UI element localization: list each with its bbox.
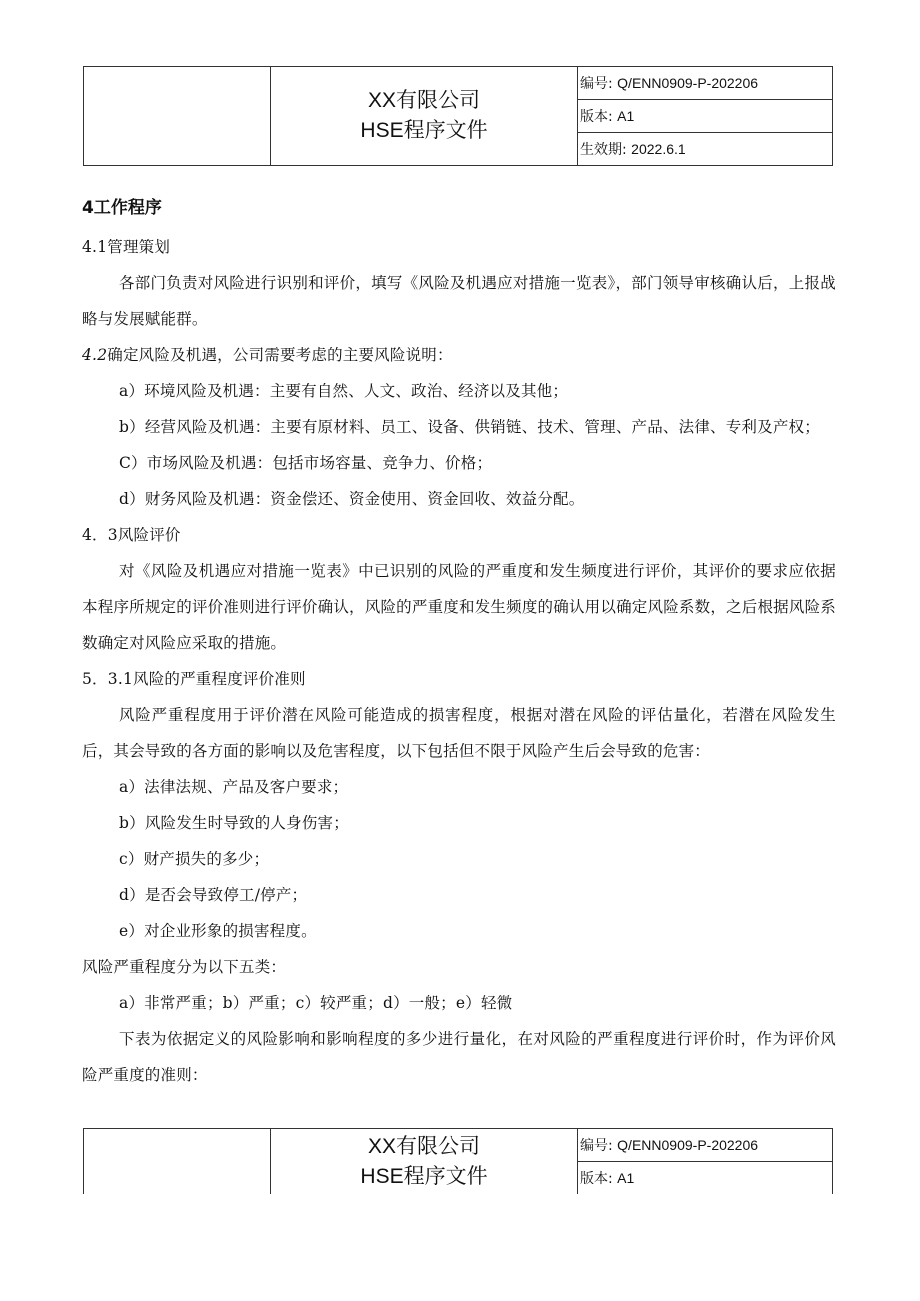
harm-item-a: a）法律法规、产品及客户要求； (119, 778, 349, 796)
document-header-repeat (83, 1128, 833, 1194)
header-title-cell (271, 67, 578, 166)
section-title: 4工作程序 (82, 198, 162, 218)
subsection-4-3-title: 4．3风险评价 (82, 526, 181, 544)
subsection-4-2-number: 4.2 (82, 346, 108, 364)
risk-item-a: a）环境风险及机遇：主要有自然、人文、政治、经济以及其他； (119, 382, 569, 400)
risk-item-c: C）市场风险及机遇：包括市场容量、竞争力、价格； (119, 454, 493, 472)
document-title: HSE程序文件 (360, 119, 488, 142)
document-header (83, 66, 833, 166)
harm-item-c: c）财产损失的多少； (119, 850, 270, 868)
document-number-repeat: 编号: Q/ENN0909-P-202206 (578, 1129, 833, 1162)
document-version: 版本: A1 (578, 100, 833, 133)
harm-item-e: e）对企业形象的损害程度。 (119, 922, 317, 940)
subsection-5-3-1-text: 风险严重程度用于评价潜在风险可能造成的损害程度，根据对潜在风险的评估量化，若潜在风险发生后，其会导致的各方面的影响以及危害程度，以下包括但不限于风险产生后会导致的危害： (82, 706, 836, 760)
document-body (82, 193, 836, 1093)
subsection-4-1-text: 各部门负责对风险进行识别和评价，填写《风险及机遇应对措施一览表》，部门领导审核确认后，上报战略与发展赋能群。 (82, 274, 836, 328)
subsection-4-1-title: 4.1管理策划 (82, 238, 171, 256)
subsection-4-2 (82, 337, 836, 373)
subsection-4-3-text: 对《风险及机遇应对措施一览表》中已识别的风险的严重度和发生频度进行评价，其评价的要求应依据本程序所规定的评价准则进行评价确认，风险的严重度和发生频度的确认用以确定风险系数，之后根据风险系数确定对风险应采取的措施。 (82, 562, 836, 652)
document-version-repeat: 版本: A1 (578, 1162, 833, 1195)
levels-list: a）非常严重；b）严重；c）较严重；d）一般；e）轻微 (119, 994, 513, 1012)
risk-item-d: d）财务风险及机遇：资金偿还、资金使用、资金回收、效益分配。 (119, 490, 585, 508)
subsection-4-2-text: 确定风险及机遇，公司需要考虑的主要风险说明： (107, 346, 453, 364)
company-name-repeat: XX有限公司 (367, 1134, 480, 1158)
company-name: XX有限公司 (367, 89, 480, 112)
harm-item-b: b）风险发生时导致的人身伤害； (119, 814, 349, 832)
logo-cell-repeat (84, 1129, 271, 1195)
table-intro: 下表为依据定义的风险影响和影响程度的多少进行量化，在对风险的严重程度进行评价时，作为评价风险严重度的准则： (82, 1030, 836, 1084)
subsection-5-3-1-title: 5．3.1风险的严重程度评价准则 (82, 670, 306, 688)
document-title-repeat: HSE程序文件 (360, 1164, 488, 1188)
logo-cell (84, 67, 271, 166)
risk-item-b: b）经营风险及机遇：主要有原材料、员工、设备、供销链、技术、管理、产品、法律、专利及产权； (119, 418, 820, 436)
header-title-cell-repeat (271, 1129, 578, 1195)
harm-item-d: d）是否会导致停工/停产； (119, 886, 308, 904)
effective-date: 生效期: 2022.6.1 (578, 133, 833, 166)
levels-intro: 风险严重程度分为以下五类： (82, 958, 287, 976)
document-number: 编号: Q/ENN0909-P-202206 (578, 67, 833, 100)
